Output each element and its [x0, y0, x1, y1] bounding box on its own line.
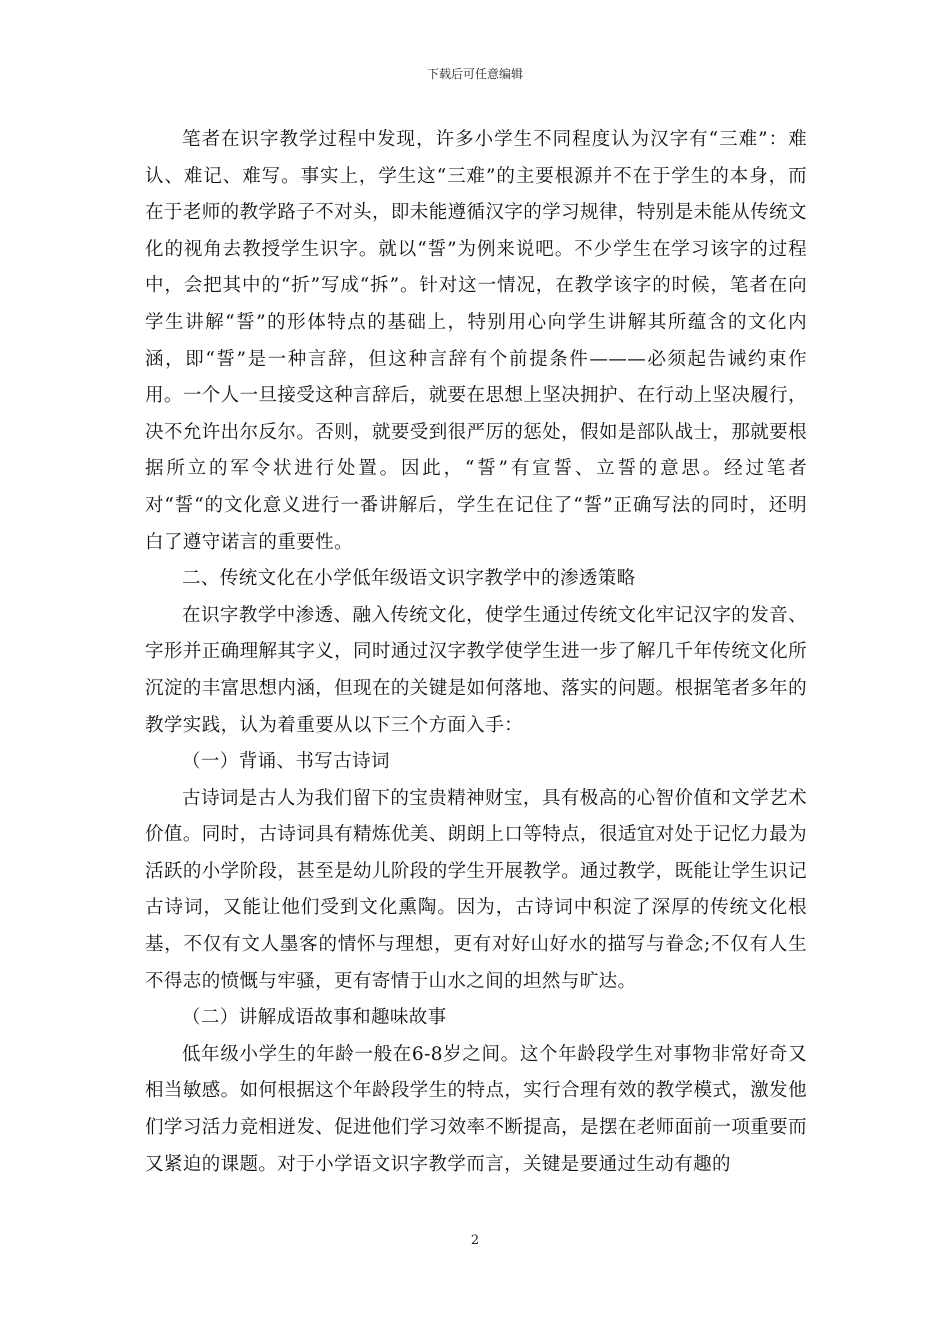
section-heading: 二、传统文化在小学低年级语文识字教学中的渗透策略 — [182, 568, 636, 590]
paragraph-body: 笔者在识字教学过程中发现，许多小学生不同程度认为汉字有“三难”：难认、难记、难写。事实上，学生这“三难”的主要根源并不在于学生的本身，而在于老师的教学路子不对头，即未能遵循汉字的学习规律，特别是未能从传统文化的视角去教授学生识字。就以“誓”为例来说吧。不少学生在学习该字的过程中，会把其中的“折”写成“拆”。针对这一情况，在教学该字的时候，笔者在向学生讲解“誓”的形体特点的基础上，特别用心向学生讲解其所蕴含的文化内涵，即“誓”是一种言辞，但这种言辞有个前提条件———必须起告诫约束作用。一个人一旦接受这种言辞后，就要在思想上坚决拥护、在行动上坚决履行，决不允许出尔反尔。否则，就要受到很严厉的惩处，假如是部队战士，那就要根据所立的军令状进行处置。因此，“誓”有宣誓、立誓的意思。经过笔者对“誓“的文化意义进行一番讲解后，学生在记住了“誓”正确写法的同时，还明白了遵守诺言的重要性。 — [145, 129, 807, 553]
paragraph-body: 古诗词是古人为我们留下的宝贵精神财宝，具有极高的心智价值和文学艺术价值。同时，古诗词具有精炼优美、朗朗上口等特点，很适宜对处于记忆力最为活跃的小学阶段，甚至是幼儿阶段的学生开展教学。通过教学，既能让学生识记古诗词，又能让他们受到文化熏陶。因为，古诗词中积淀了深厚的传统文化根基，不仅有文人墨客的情怀与理想，更有对好山好水的描写与眷念;不仅有人生不得志的愤慨与牢骚，更有寄情于山水之间的坦然与旷达。 — [145, 787, 807, 992]
document-body — [145, 122, 807, 1183]
page-header: 下载后可任意编辑 — [426, 67, 523, 81]
subsection-heading: （一）背诵、书写古诗词 — [182, 751, 390, 773]
paragraph-body: 在识字教学中渗透、融入传统文化，使学生通过传统文化牢记汉字的发音、字形并正确理解其字义，同时通过汉字教学使学生进一步了解几千年传统文化所沉淀的丰富思想内涵，但现在的关键是如何落地、落实的问题。根据笔者多年的教学实践，认为着重要从以下三个方面入手： — [145, 604, 807, 736]
page-number: 2 — [470, 1233, 480, 1248]
subsection-heading: （二）讲解成语故事和趣味故事 — [182, 1007, 447, 1029]
paragraph-body: 低年级小学生的年龄一般在6-8岁之间。这个年龄段学生对事物非常好奇又相当敏感。如何根据这个年龄段学生的特点，实行合理有效的教学模式，激发他们学习活力竞相迸发、促进他们学习效率不断提高，是摆在老师面前一项重要而又紧迫的课题。对于小学语文识字教学而言，关键是要通过生动有趣的 — [145, 1043, 807, 1175]
